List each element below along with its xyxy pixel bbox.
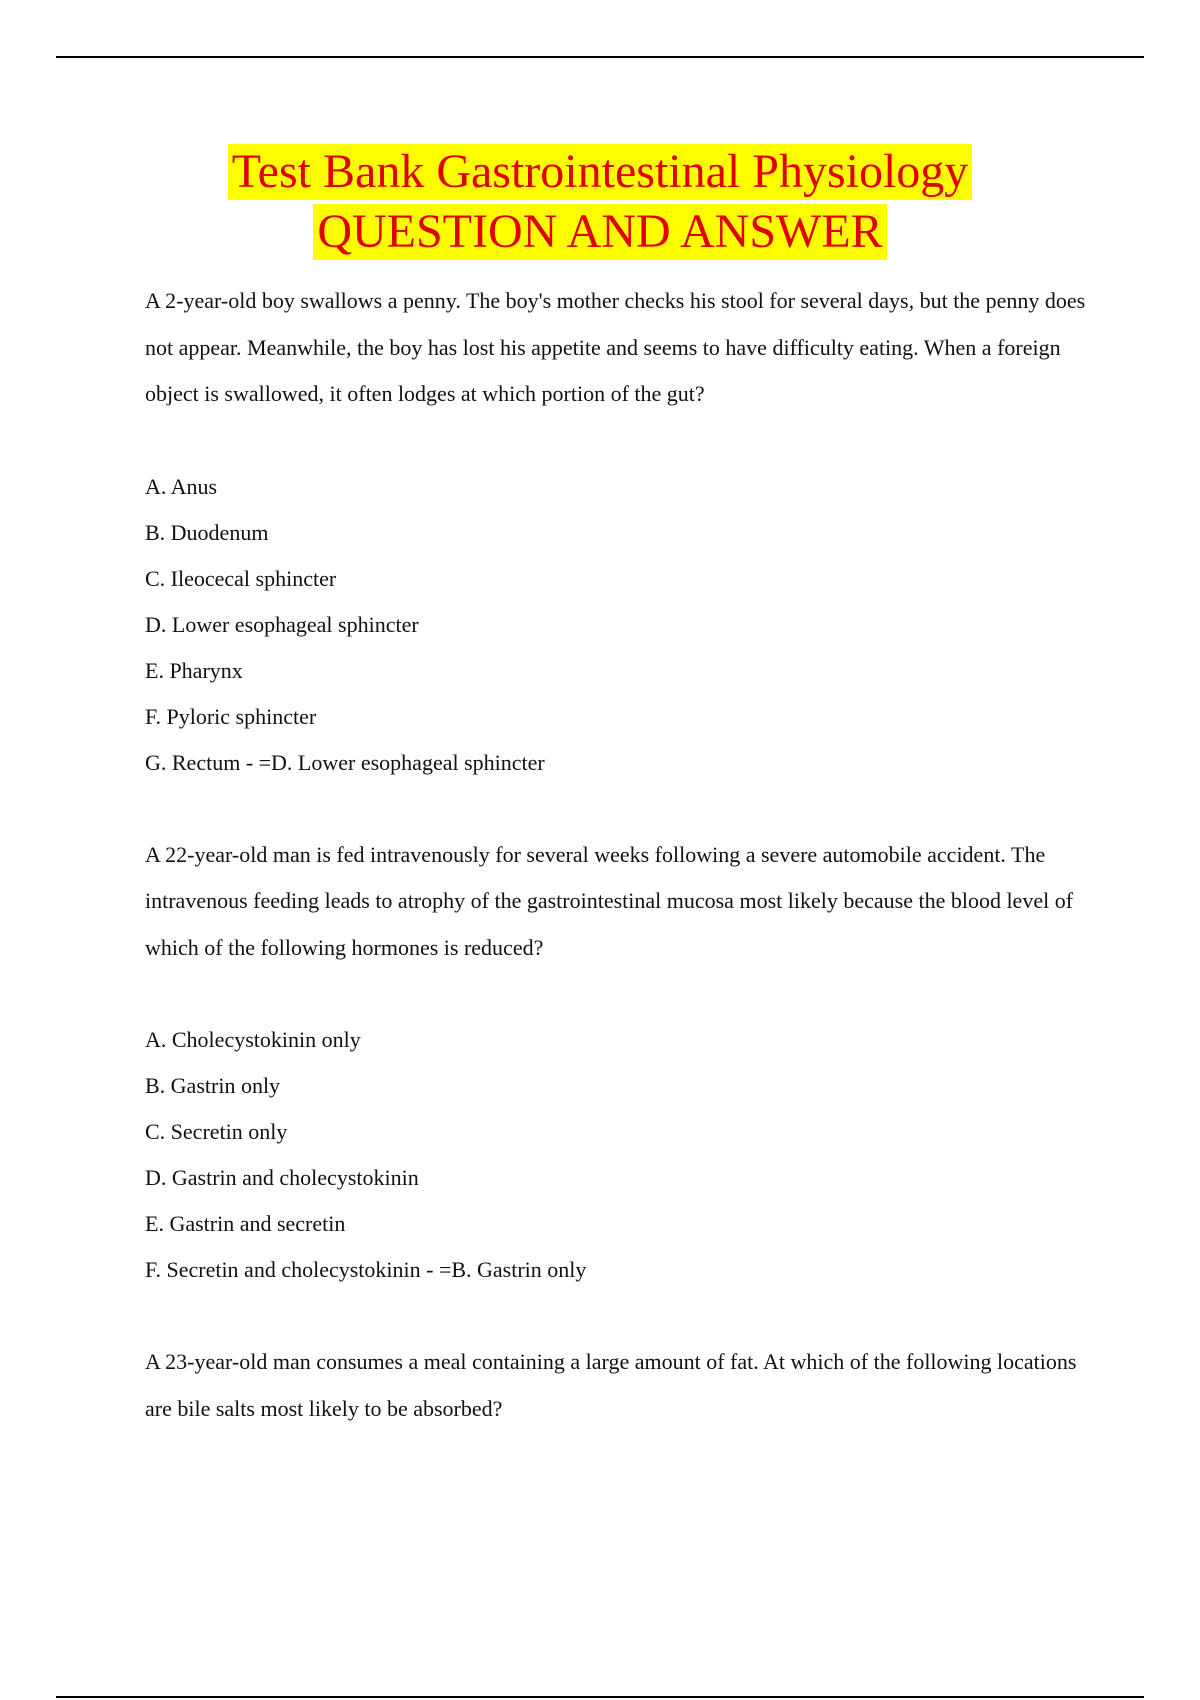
option-c: C. Secretin only [145, 1119, 288, 1144]
answer-options [145, 464, 1105, 786]
option-d: D. Gastrin and cholecystokinin [145, 1165, 419, 1190]
question-stem: A 23-year-old man consumes a meal containing a large amount of fat. At which of the following locations are bile salts most likely to be absorbed? [145, 1349, 1077, 1421]
option-c: C. Ileocecal sphincter [145, 565, 337, 591]
option-e: E. Pharynx [145, 657, 243, 683]
option-b: B. Duodenum [145, 519, 269, 545]
question-stem: A 22-year-old man is fed intravenously for several weeks following a severe automobile accident. The intravenous feeding leads to atrophy of the gastrointestinal mucosa most likely because the blood level of which of the following hormones is reduced? [145, 841, 1074, 960]
question-3 [145, 1339, 1105, 1432]
question-stem: A 2-year-old boy swallows a penny. The boy's mother checks his stool for several days, but the penny does not appear. Meanwhile, the boy has lost his appetite and seems to have difficulty eating. When a foreign object is swallowed, it often lodges at which portion of the gut? [145, 288, 1086, 406]
bottom-rule [56, 1696, 1144, 1698]
answer-options [145, 1017, 1105, 1293]
document-title [0, 144, 1200, 264]
option-f-with-answer: F. Secretin and cholecystokinin - =B. Gastrin only [145, 1257, 587, 1282]
title-line-2: QUESTION AND ANSWER [313, 204, 886, 260]
question-2 [145, 832, 1105, 1294]
option-e: E. Gastrin and secretin [145, 1211, 346, 1236]
question-1 [145, 278, 1105, 786]
option-a: A. Anus [145, 473, 218, 499]
option-b: B. Gastrin only [145, 1073, 281, 1098]
title-line-1: Test Bank Gastrointestinal Physiology [228, 144, 973, 200]
option-a: A. Cholecystokinin only [145, 1027, 361, 1052]
question-list [145, 278, 1105, 1432]
option-f: F. Pyloric sphincter [145, 703, 317, 729]
option-g-with-answer: G. Rectum - =D. Lower esophageal sphincter [145, 749, 545, 775]
top-rule [56, 56, 1144, 58]
option-d: D. Lower esophageal sphincter [145, 611, 419, 637]
